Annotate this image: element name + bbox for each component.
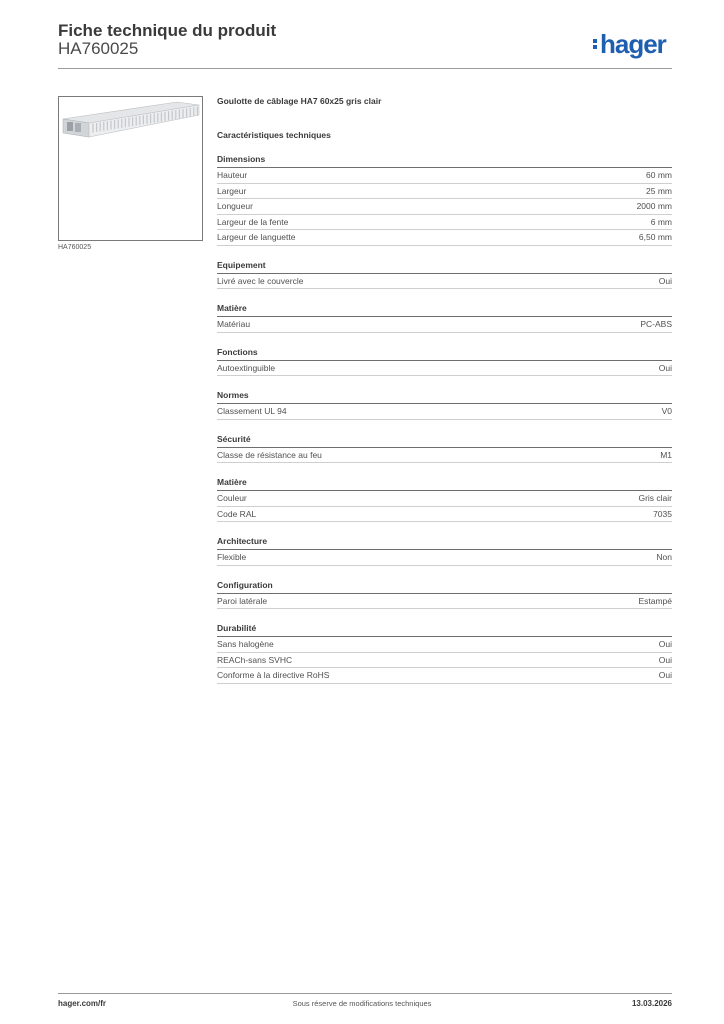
spec-value: Oui: [658, 362, 672, 373]
spec-row: [217, 168, 672, 184]
spec-label: Conforme à la directive RoHS: [217, 670, 330, 680]
spec-section: [217, 536, 672, 566]
spec-value: Oui: [658, 639, 672, 649]
spec-value: PC-ABS: [640, 319, 672, 329]
spec-label: Matériau: [217, 319, 251, 329]
cable-duct-illustration: [59, 97, 202, 240]
spec-section: [217, 580, 672, 610]
hager-logo: [593, 29, 666, 60]
spec-value: Estampé: [638, 595, 672, 606]
spec-row: [217, 184, 672, 200]
spec-label: Couleur: [217, 493, 247, 503]
spec-label: REACh-sans SVHC: [217, 654, 293, 665]
spec-value: V0: [661, 406, 672, 416]
product-image: [58, 96, 203, 241]
spec-row: [217, 507, 672, 523]
spec-row: [217, 550, 672, 566]
spec-section: [217, 154, 672, 246]
image-caption: HA760025: [58, 244, 92, 251]
spec-value: 7035: [653, 508, 672, 519]
product-code: HA760025: [58, 39, 139, 58]
spec-row: [217, 274, 672, 290]
spec-label: Sans halogène: [217, 639, 274, 649]
spec-section: [217, 477, 672, 522]
spec-value: Non: [656, 552, 672, 562]
document-title: Fiche technique du produit: [58, 21, 277, 40]
spec-row: [217, 637, 672, 653]
tech-specs-heading: Caractéristiques techniques: [217, 130, 331, 140]
spec-value: Oui: [658, 670, 672, 680]
spec-label: Largeur: [217, 185, 247, 196]
spec-section: [217, 347, 672, 377]
spec-row: [217, 594, 672, 610]
spec-value: Oui: [658, 275, 672, 286]
section-title: Configuration: [217, 580, 672, 594]
spec-row: [217, 199, 672, 215]
spec-content: [217, 96, 672, 684]
footer-divider: [58, 993, 672, 994]
spec-label: Classe de résistance au feu: [217, 449, 322, 460]
spec-label: Hauteur: [217, 170, 248, 180]
spec-sections: [217, 154, 672, 684]
spec-value: Oui: [658, 654, 672, 665]
spec-row: [217, 361, 672, 377]
spec-row: [217, 448, 672, 464]
product-title: Goulotte de câblage HA7 60x25 gris clair: [217, 96, 382, 106]
logo-dots-icon: [593, 37, 598, 51]
section-title: Matière: [217, 477, 672, 491]
spec-label: Livré avec le couvercle: [217, 275, 304, 286]
spec-value: 60 mm: [646, 170, 672, 180]
section-title: Sécurité: [217, 434, 672, 448]
spec-value: 25 mm: [646, 185, 672, 196]
spec-section: [217, 260, 672, 290]
spec-label: Code RAL: [217, 508, 257, 519]
spec-section: [217, 390, 672, 420]
spec-label: Classement UL 94: [217, 406, 287, 416]
spec-value: Gris clair: [638, 493, 672, 503]
section-title: Durabilité: [217, 623, 672, 637]
footer-website: hager.com/fr: [58, 999, 107, 1008]
spec-row: [217, 215, 672, 231]
section-title: Equipement: [217, 260, 672, 274]
spec-row: [217, 491, 672, 507]
spec-row: [217, 404, 672, 420]
spec-section: [217, 434, 672, 464]
spec-value: 6,50 mm: [638, 232, 672, 242]
spec-label: Paroi latérale: [217, 595, 268, 606]
header-divider: [58, 68, 672, 69]
spec-row: [217, 668, 672, 684]
spec-label: Largeur de languette: [217, 232, 296, 242]
spec-label: Flexible: [217, 552, 247, 562]
spec-row: [217, 230, 672, 246]
spec-label: Autoextinguible: [217, 362, 276, 373]
logo-text: hager: [600, 29, 666, 59]
spec-row: [217, 317, 672, 333]
footer-disclaimer: Sous réserve de modifications techniques: [292, 999, 432, 1008]
section-title: Architecture: [217, 536, 672, 550]
spec-value: 2000 mm: [636, 201, 672, 211]
spec-label: Largeur de la fente: [217, 216, 289, 227]
spec-section: [217, 303, 672, 333]
spec-label: Longueur: [217, 201, 253, 211]
section-title: Fonctions: [217, 347, 672, 361]
section-title: Dimensions: [217, 154, 672, 168]
footer-date: 13.03.2026: [631, 999, 672, 1008]
spec-value: 6 mm: [650, 216, 672, 227]
spec-section: [217, 623, 672, 684]
spec-value: M1: [660, 449, 672, 460]
spec-row: [217, 653, 672, 669]
section-title: Matière: [217, 303, 672, 317]
section-title: Normes: [217, 390, 672, 404]
